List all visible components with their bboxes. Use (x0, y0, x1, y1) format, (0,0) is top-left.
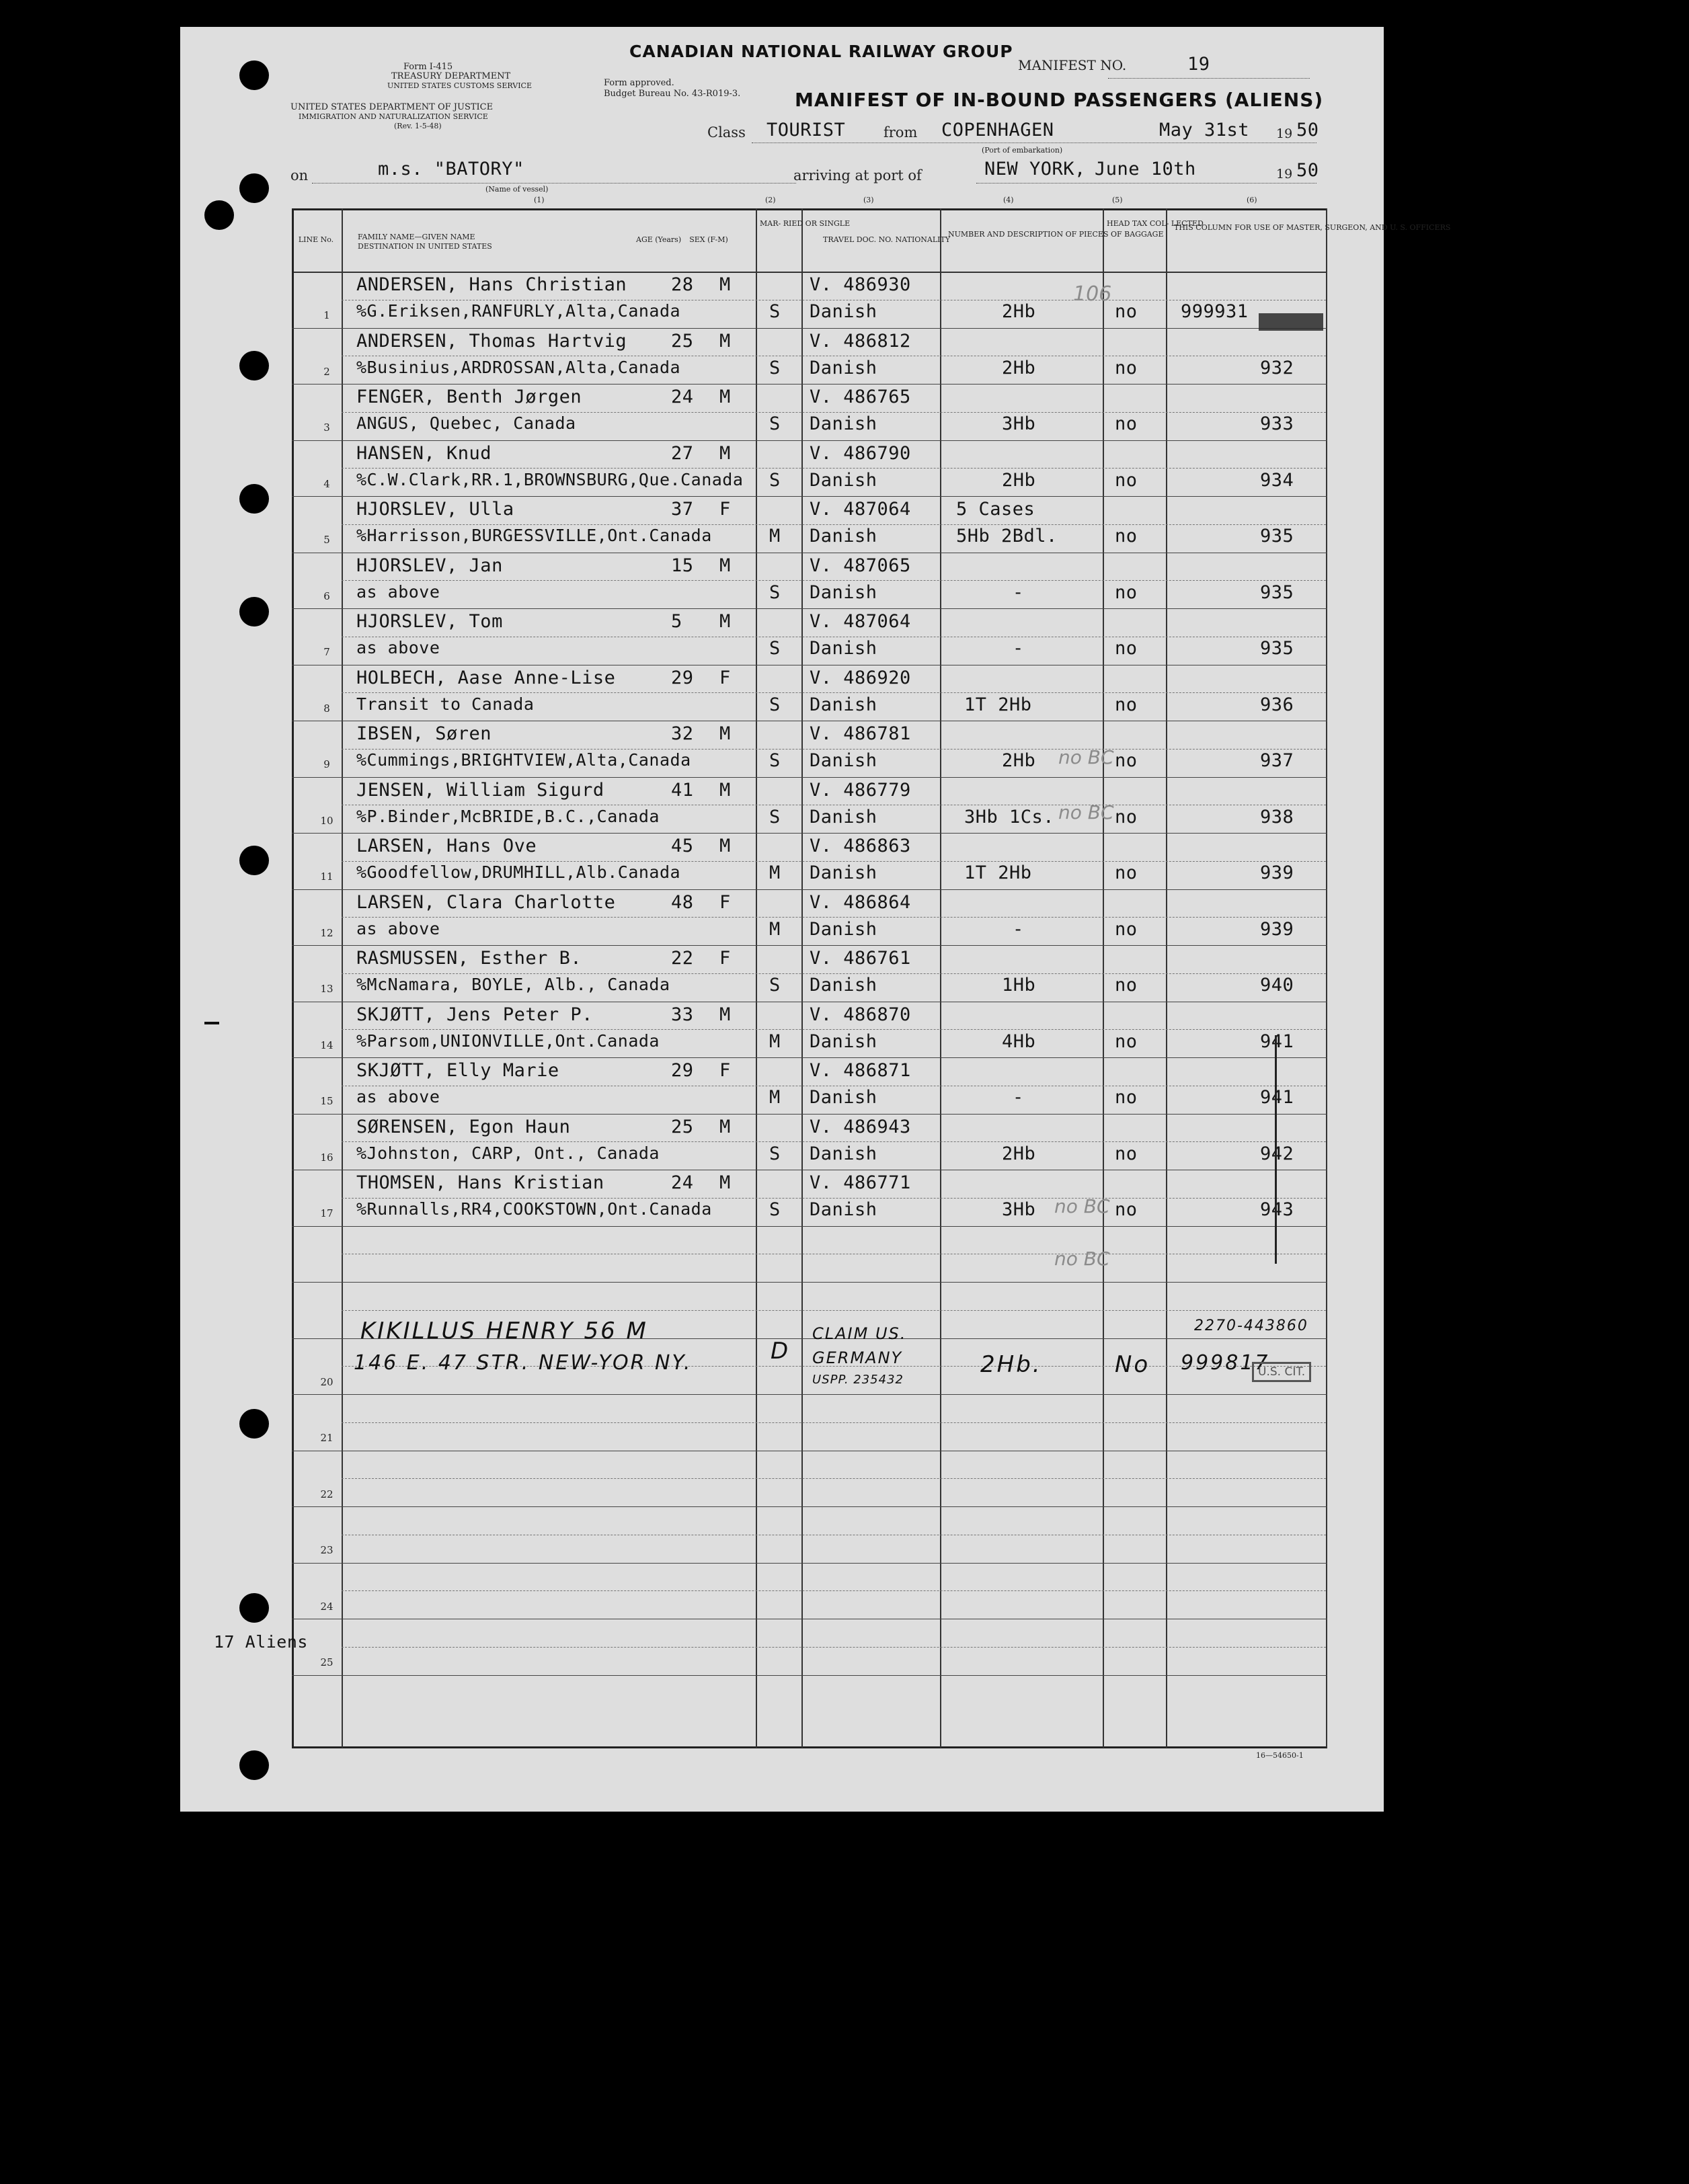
passenger-destination: as above (356, 918, 440, 938)
class-label: Class (707, 124, 746, 140)
arrival-year: 50 (1296, 160, 1319, 181)
col-baggage: NUMBER AND DESCRIPTION OF PIECES OF BAGGAGE (948, 230, 1164, 239)
passenger-name: HANSEN, Knud (356, 442, 492, 464)
officer-number: 943 (1260, 1199, 1294, 1220)
officer-number: 941 (1260, 1030, 1294, 1052)
passenger-destination: ANGUS, Quebec, Canada (356, 413, 576, 433)
nationality: Danish (810, 413, 877, 434)
passenger-age: 5 (671, 611, 682, 632)
punch-hole (239, 60, 269, 90)
nationality: Danish (810, 1143, 877, 1164)
officer-number: 937 (1260, 750, 1294, 771)
handwritten-tax: No (1115, 1351, 1150, 1378)
passenger-destination: %Harrisson,BURGESSVILLE,Ont.Canada (356, 526, 712, 545)
col-travel-doc: TRAVEL DOC. NO. NATIONALITY (823, 235, 951, 244)
nationality: Danish (810, 1030, 877, 1052)
col-line-no: LINE No. (298, 235, 334, 244)
line-number: 21 (320, 1432, 333, 1444)
handwritten-name: KIKILLUS HENRY 56 M (360, 1318, 648, 1344)
nationality: Danish (810, 1087, 877, 1108)
passenger-age: 33 (671, 1004, 694, 1025)
officer-number: 933 (1260, 413, 1294, 434)
passenger-sex: F (719, 667, 731, 688)
passenger-marital-status: M (769, 1030, 781, 1052)
passenger-name: RASMUSSEN, Esther B. (356, 948, 582, 969)
col-age: AGE (Years) (636, 235, 682, 244)
punch-hole (239, 351, 269, 380)
officer-number: 935 (1260, 638, 1294, 659)
punch-hole (239, 1409, 269, 1439)
baggage-desc: 2Hb (1002, 357, 1036, 378)
passenger-sex: M (719, 1116, 731, 1137)
passenger-age: 41 (671, 779, 694, 801)
pencil-note: no BC (1058, 746, 1114, 768)
travel-doc-no: V. 486863 (810, 836, 911, 856)
port-embark-note: (Port of embarkation) (982, 146, 1063, 155)
travel-doc-no: V. 486930 (810, 274, 911, 295)
justice-dept: UNITED STATES DEPARTMENT OF JUSTICE (290, 102, 494, 112)
passenger-sex: M (719, 1172, 731, 1193)
from-label: from (883, 124, 918, 140)
passenger-age: 27 (671, 442, 694, 464)
depart-year: 50 (1296, 120, 1319, 140)
line-number: 22 (320, 1488, 333, 1500)
arrival-date: June 10th (1095, 159, 1196, 179)
officer-number: 935 (1260, 581, 1294, 603)
aliens-count-note: 17 Aliens (214, 1632, 308, 1652)
bracket-mark (1259, 1035, 1277, 1264)
travel-doc-no: V. 486870 (810, 1004, 911, 1025)
passenger-name: FENGER, Benth Jørgen (356, 387, 582, 407)
passenger-sex: M (719, 1004, 731, 1025)
passenger-sex: M (719, 836, 731, 856)
line-number: 10 (320, 814, 333, 827)
officer-number: 938 (1260, 806, 1294, 827)
line-number: 20 (320, 1375, 333, 1388)
head-tax: no (1115, 301, 1138, 322)
form-approved: Form approved. (604, 78, 674, 88)
passenger-marital-status: S (769, 694, 781, 715)
passenger-age: 37 (671, 499, 694, 520)
passenger-sex: F (719, 1060, 731, 1081)
line-number: 15 (320, 1095, 333, 1107)
passenger-age: 48 (671, 891, 694, 913)
punch-hole (204, 200, 234, 230)
pencil-note: 106 (1073, 282, 1112, 306)
officer-number: 939 (1260, 862, 1294, 883)
manifest-no: 19 (1187, 54, 1210, 75)
line-number: 9 (323, 758, 330, 770)
passenger-marital-status: S (769, 750, 781, 771)
col-number: (3) (863, 196, 874, 204)
passenger-name: IBSEN, Søren (356, 723, 492, 744)
line-number: 14 (320, 1039, 333, 1051)
head-tax: no (1115, 1199, 1138, 1220)
line-number: 6 (323, 590, 330, 602)
head-tax: no (1115, 806, 1138, 827)
officer-number: 942 (1260, 1143, 1294, 1164)
travel-doc-no: V. 486781 (810, 723, 911, 744)
footer-code: 16—54650-1 (1256, 1751, 1304, 1760)
passenger-name: SKJØTT, Elly Marie (356, 1060, 559, 1081)
passenger-destination: %Johnston, CARP, Ont., Canada (356, 1143, 660, 1163)
dash-mark (204, 1022, 219, 1024)
passenger-age: 28 (671, 274, 694, 295)
passenger-name: ANDERSEN, Thomas Hartvig (356, 330, 627, 352)
baggage-desc: 1T 2Hb (964, 862, 1032, 883)
passenger-sex: M (719, 723, 731, 744)
passenger-destination: %Cummings,BRIGHTVIEW,Alta,Canada (356, 750, 691, 770)
head-tax: no (1115, 413, 1138, 434)
col-number: (6) (1247, 196, 1257, 204)
passenger-marital-status: M (769, 918, 781, 940)
line-number: 1 (323, 309, 330, 321)
passenger-name: HJORSLEV, Jan (356, 555, 503, 576)
baggage-desc: 4Hb (1002, 1030, 1036, 1052)
passenger-age: 15 (671, 555, 694, 576)
punch-hole (239, 484, 269, 514)
punch-hole (239, 597, 269, 626)
passenger-destination: %C.W.Clark,RR.1,BROWNSBURG,Que.Canada (356, 469, 744, 489)
passenger-name: HJORSLEV, Ulla (356, 499, 514, 520)
punch-hole (239, 173, 269, 203)
head-tax: no (1115, 1143, 1138, 1164)
baggage-desc: 3Hb (1002, 413, 1036, 434)
passenger-age: 24 (671, 1172, 694, 1193)
travel-doc-no: V. 487064 (810, 611, 911, 632)
nationality: Danish (810, 862, 877, 883)
passenger-marital-status: S (769, 1199, 781, 1220)
col-officers: THIS COLUMN FOR USE OF MASTER, SURGEON, AND U. S. OFFICERS (1174, 223, 1451, 232)
col-name: FAMILY NAME—GIVEN NAME (358, 233, 475, 241)
head-tax: no (1115, 469, 1138, 491)
stamp-mark (1259, 313, 1323, 331)
arrival-year-prefix: 19 (1276, 167, 1293, 181)
handwritten-officer: 999817 (1181, 1351, 1270, 1375)
passenger-destination: %Goodfellow,DRUMHILL,Alb.Canada (356, 862, 681, 882)
passenger-marital-status: S (769, 975, 781, 996)
ins-label: IMMIGRATION AND NATURALIZATION SERVICE (299, 112, 488, 121)
nationality: Danish (810, 581, 877, 603)
passenger-destination: %Runnalls,RR4,COOKSTOWN,Ont.Canada (356, 1199, 712, 1219)
manifest-no-label: MANIFEST NO. (1018, 57, 1127, 73)
travel-doc-no: V. 486771 (810, 1172, 911, 1193)
baggage-desc: 5Hb 2Bdl. (956, 526, 1058, 547)
head-tax: no (1115, 750, 1138, 771)
officer-number: 936 (1260, 694, 1294, 715)
officer-number: 935 (1260, 526, 1294, 547)
head-tax: no (1115, 1030, 1138, 1052)
nationality: Danish (810, 694, 877, 715)
handwritten-doc1: CLAIM US. (812, 1324, 907, 1343)
baggage-desc: 1Hb (1002, 975, 1036, 996)
baggage-desc: 5 Cases (956, 499, 1035, 520)
passenger-name: SKJØTT, Jens Peter P. (356, 1004, 593, 1025)
manifest-sheet (180, 27, 1451, 1812)
passenger-destination: Transit to Canada (356, 694, 535, 714)
head-tax: no (1115, 581, 1138, 603)
col-number: (5) (1112, 196, 1123, 204)
passenger-destination: as above (356, 1087, 440, 1106)
nationality: Danish (810, 918, 877, 940)
pencil-note: no BC (1054, 1248, 1110, 1270)
travel-doc-no: V. 486871 (810, 1060, 911, 1081)
handwritten-ms: D (771, 1338, 791, 1365)
nationality: Danish (810, 638, 877, 659)
company-name: CANADIAN NATIONAL RAILWAY GROUP (629, 42, 1013, 61)
handwritten-doc2: GERMANY (812, 1348, 903, 1367)
arrival-port: NEW YORK, (984, 159, 1086, 179)
nationality: Danish (810, 469, 877, 491)
travel-doc-no: V. 487064 (810, 499, 911, 520)
head-tax: no (1115, 918, 1138, 940)
handwritten-baggage: 2Hb. (980, 1351, 1042, 1378)
passenger-name: JENSEN, William Sigurd (356, 779, 604, 801)
line-number: 11 (320, 871, 333, 883)
passenger-name: LARSEN, Clara Charlotte (356, 891, 616, 913)
handwritten-address: 146 E. 47 STR. NEW-YOR NY. (354, 1351, 693, 1375)
passenger-sex: M (719, 387, 731, 407)
baggage-desc: - (1013, 581, 1024, 603)
line-number: 3 (323, 421, 330, 434)
passenger-destination: %G.Eriksen,RANFURLY,Alta,Canada (356, 301, 681, 321)
passenger-marital-status: M (769, 526, 781, 547)
officer-number: 940 (1260, 975, 1294, 996)
line-number: 12 (320, 926, 333, 939)
punch-hole (239, 846, 269, 875)
passenger-marital-status: S (769, 1143, 781, 1164)
line-number: 13 (320, 983, 333, 995)
col-number: (1) (534, 196, 545, 204)
line-number: 25 (320, 1656, 333, 1668)
passenger-sex: M (719, 274, 731, 295)
passenger-marital-status: S (769, 357, 781, 378)
baggage-desc: 3Hb 1Cs. (964, 806, 1055, 827)
passenger-destination: %P.Binder,McBRIDE,B.C.,Canada (356, 806, 660, 826)
line-number: 5 (323, 534, 330, 546)
nationality: Danish (810, 806, 877, 827)
baggage-desc: 2Hb (1002, 469, 1036, 491)
vessel-note: (Name of vessel) (485, 185, 549, 194)
vessel-name: m.s. "BATORY" (378, 159, 524, 179)
passenger-destination: as above (356, 581, 440, 602)
line-number: 2 (323, 365, 330, 378)
passenger-destination: %McNamara, BOYLE, Alb., Canada (356, 975, 670, 994)
line-number: 16 (320, 1151, 333, 1164)
baggage-desc: 2Hb (1002, 750, 1036, 771)
budget-bureau: Budget Bureau No. 43-R019-3. (604, 89, 741, 99)
passenger-age: 29 (671, 1060, 694, 1081)
punch-hole (239, 1593, 269, 1623)
passenger-sex: M (719, 330, 731, 352)
passenger-sex: M (719, 779, 731, 801)
passenger-sex: F (719, 499, 731, 520)
travel-doc-no: V. 486761 (810, 948, 911, 969)
baggage-desc: 1T 2Hb (964, 694, 1032, 715)
baggage-desc: 3Hb (1002, 1199, 1036, 1220)
passenger-sex: F (719, 948, 731, 969)
head-tax: no (1115, 1087, 1138, 1108)
handwritten-doc3: USPP. 235432 (812, 1373, 904, 1387)
handwritten-officer-top: 2270-443860 (1194, 1318, 1308, 1334)
passenger-marital-status: M (769, 1087, 781, 1108)
depart-year-prefix: 19 (1276, 126, 1293, 141)
passenger-marital-status: M (769, 862, 781, 883)
passenger-destination: as above (356, 638, 440, 657)
head-tax: no (1115, 638, 1138, 659)
head-tax: no (1115, 694, 1138, 715)
baggage-desc: 2Hb (1002, 301, 1036, 322)
passenger-marital-status: S (769, 581, 781, 603)
form-number: Form I-415 (403, 62, 453, 72)
col-number: (2) (765, 196, 776, 204)
travel-doc-no: V. 486779 (810, 779, 911, 801)
nationality: Danish (810, 526, 877, 547)
nationality: Danish (810, 1199, 877, 1220)
travel-doc-no: V. 486864 (810, 891, 911, 913)
passenger-destination: %Parsom,UNIONVILLE,Ont.Canada (356, 1030, 660, 1051)
head-tax: no (1115, 862, 1138, 883)
head-tax: no (1115, 975, 1138, 996)
passenger-age: 22 (671, 948, 694, 969)
pencil-note: no BC (1058, 801, 1114, 823)
passenger-age: 24 (671, 387, 694, 407)
head-tax: no (1115, 526, 1138, 547)
passenger-name: LARSEN, Hans Ove (356, 836, 537, 856)
rev-label: (Rev. 1-5-48) (394, 122, 442, 130)
nationality: Danish (810, 975, 877, 996)
us-cit-stamp: U.S. CIT. (1252, 1362, 1311, 1382)
on-label: on (290, 167, 309, 184)
nationality: Danish (810, 301, 877, 322)
travel-doc-no: V. 486943 (810, 1116, 911, 1137)
passenger-marital-status: S (769, 638, 781, 659)
pencil-note: no BC (1054, 1195, 1110, 1217)
baggage-desc: 2Hb (1002, 1143, 1036, 1164)
passenger-destination: %Businius,ARDROSSAN,Alta,Canada (356, 357, 681, 377)
passenger-marital-status: S (769, 413, 781, 434)
line-number: 23 (320, 1544, 333, 1556)
officer-number: 934 (1260, 469, 1294, 491)
baggage-desc: - (1013, 1087, 1024, 1108)
passenger-age: 25 (671, 1116, 694, 1137)
customs-service: UNITED STATES CUSTOMS SERVICE (387, 81, 532, 90)
travel-doc-no: V. 486812 (810, 330, 911, 352)
passenger-name: ANDERSEN, Hans Christian (356, 274, 627, 295)
passenger-sex: M (719, 611, 731, 632)
passenger-age: 29 (671, 667, 694, 688)
baggage-desc: - (1013, 918, 1024, 940)
travel-doc-no: V. 486765 (810, 387, 911, 407)
class-value: TOURIST (767, 120, 846, 140)
passenger-name: HJORSLEV, Tom (356, 611, 503, 632)
punch-hole (239, 1750, 269, 1780)
col-head-tax: HEAD TAX COL- LECTED (1107, 219, 1204, 228)
arriving-label: arriving at port of (793, 167, 922, 184)
line-number: 17 (320, 1207, 333, 1219)
passenger-marital-status: S (769, 806, 781, 827)
col-number: (4) (1003, 196, 1014, 204)
passenger-age: 32 (671, 723, 694, 744)
manifest-title: MANIFEST OF IN-BOUND PASSENGERS (ALIENS) (795, 89, 1324, 111)
nationality: Danish (810, 750, 877, 771)
passenger-marital-status: S (769, 301, 781, 322)
passenger-age: 25 (671, 330, 694, 352)
officer-number: 941 (1260, 1087, 1294, 1108)
nationality: Danish (810, 357, 877, 378)
treasury-dept: TREASURY DEPARTMENT (391, 71, 511, 81)
col-destination: DESTINATION IN UNITED STATES (358, 242, 492, 251)
passenger-age: 45 (671, 836, 694, 856)
baggage-desc: - (1013, 638, 1024, 659)
col-married: MAR- RIED OR SINGLE (760, 219, 851, 228)
passenger-name: THOMSEN, Hans Kristian (356, 1172, 604, 1193)
officer-number: 999931 (1181, 301, 1249, 322)
passenger-sex: M (719, 555, 731, 576)
from-value: COPENHAGEN (941, 120, 1054, 140)
head-tax: no (1115, 357, 1138, 378)
depart-date: May 31st (1159, 120, 1250, 140)
passenger-marital-status: S (769, 469, 781, 491)
officer-number: 932 (1260, 357, 1294, 378)
travel-doc-no: V. 487065 (810, 555, 911, 576)
passenger-name: HOLBECH, Aase Anne-Lise (356, 667, 616, 688)
passenger-sex: M (719, 442, 731, 464)
passenger-name: SØRENSEN, Egon Haun (356, 1116, 571, 1137)
travel-doc-no: V. 486790 (810, 442, 911, 464)
line-number: 24 (320, 1600, 333, 1613)
travel-doc-no: V. 486920 (810, 667, 911, 688)
line-number: 4 (323, 477, 330, 490)
officer-number: 939 (1260, 918, 1294, 940)
line-number: 8 (323, 702, 330, 715)
line-number: 7 (323, 646, 330, 658)
passenger-sex: F (719, 891, 731, 913)
col-sex: SEX (F-M) (689, 235, 728, 244)
